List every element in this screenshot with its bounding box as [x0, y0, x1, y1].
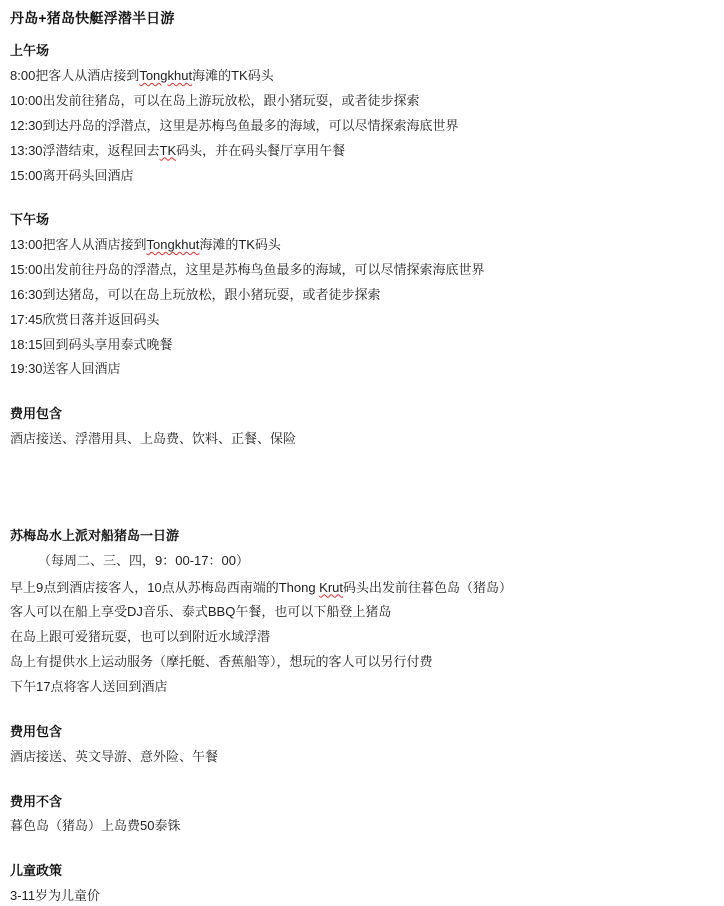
schedule-line-text: 18:15回到码头享用泰式晚餐 — [10, 336, 173, 352]
page-title: 丹岛+猪岛快艇浮潜半日游 — [10, 10, 175, 26]
itinerary-line-text: 下午17点将客人送回到酒店 — [10, 679, 168, 695]
misspelled-word: Krut — [319, 579, 344, 595]
spacer — [10, 783, 714, 793]
schedule-line — [10, 117, 714, 136]
spacer — [10, 465, 714, 505]
itinerary-line — [10, 579, 714, 598]
schedule-line — [10, 286, 714, 305]
schedule-line — [10, 92, 714, 111]
misspelled-word: TK — [159, 142, 177, 158]
spacer — [10, 505, 714, 527]
schedule-line-text: 13:00把客人从酒店接到 — [10, 237, 147, 253]
schedule-line-text: 10:00出发前往猪岛，可以在岛上游玩放松，跟小猪玩耍，或者徒步探索 — [10, 92, 420, 108]
spacer — [10, 395, 714, 405]
itinerary-line — [10, 628, 714, 647]
itinerary-line — [10, 678, 714, 697]
schedule-line — [10, 67, 714, 86]
itinerary-line-text: 客人可以在船上享受DJ音乐、泰式BBQ午餐，也可以下船登上猪岛 — [10, 604, 392, 620]
misspelled-word: Tongkhut — [139, 68, 193, 84]
schedule-line-text: 19:30送客人回酒店 — [10, 361, 121, 377]
tour2-title: 苏梅岛水上派对船猪岛一日游 — [10, 527, 180, 543]
tour2-included-block — [10, 723, 714, 767]
schedule-line-text-end: 码头，并在码头餐厅享用午餐 — [176, 142, 346, 158]
excluded-text: 暮色岛（猪岛）上岛费50泰铢 — [10, 818, 181, 834]
spacer — [10, 713, 714, 723]
children-policy-block — [10, 862, 714, 906]
included-heading: 费用包含 — [10, 406, 63, 422]
morning-session-heading: 上午场 — [10, 43, 50, 59]
excluded-heading: 费用不含 — [10, 793, 63, 809]
schedule-line-text-end: 海滩的TK码头 — [199, 237, 281, 253]
schedule-line — [10, 311, 714, 330]
afternoon-session-heading: 下午场 — [10, 212, 50, 228]
schedule-line-text: 15:00出发前往丹岛的浮潜点，这里是苏梅鸟鱼最多的海域，可以尽情探索海底世界 — [10, 262, 485, 278]
itinerary-line-text: 在岛上跟可爱猪玩耍，也可以到附近水域浮潜 — [10, 629, 271, 645]
schedule-line-text: 16:30到达猪岛，可以在岛上玩放松，跟小猪玩耍，或者徒步探索 — [10, 286, 381, 302]
schedule-line-text: 17:45欣赏日落并返回码头 — [10, 311, 160, 327]
schedule-line — [10, 167, 714, 186]
schedule-line-text-end: 海滩的TK码头 — [192, 68, 274, 84]
schedule-line-text: 13:30浮潜结束，返程回去 — [10, 142, 160, 158]
schedule-line-text: 15:00离开码头回酒店 — [10, 167, 134, 183]
schedule-line — [10, 142, 714, 161]
schedule-line — [10, 360, 714, 379]
tour2-schedule-note: （每周二、三、四，9：00-17：00） — [38, 552, 249, 568]
schedule-line-text: 8:00把客人从酒店接到 — [10, 68, 140, 84]
itinerary-line — [10, 603, 714, 622]
spacer — [10, 852, 714, 862]
schedule-line-text: 12:30到达丹岛的浮潜点，这里是苏梅鸟鱼最多的海域，可以尽情探索海底世界 — [10, 117, 459, 133]
misspelled-word: Tongkhut — [146, 237, 200, 253]
included-text: 酒店接送、英文导游、意外险、午餐 — [10, 748, 219, 764]
schedule-line — [10, 261, 714, 280]
schedule-line — [10, 236, 714, 255]
tour2-block — [10, 527, 714, 697]
included-heading: 费用包含 — [10, 723, 63, 739]
schedule-line — [10, 336, 714, 355]
spacer — [10, 201, 714, 211]
itinerary-line — [10, 653, 714, 672]
tour1-included-block — [10, 405, 714, 449]
included-text: 酒店接送、浮潜用具、上岛费、饮料、正餐、保险 — [10, 431, 297, 447]
afternoon-session-block — [10, 211, 714, 379]
morning-session-block — [10, 42, 714, 185]
itinerary-line-text-end: 码头出发前往暮色岛（猪岛） — [343, 579, 513, 595]
tour2-excluded-block — [10, 793, 714, 837]
itinerary-line-text: 岛上有提供水上运动服务（摩托艇、香蕉船等），想玩的客人可以另行付费 — [10, 654, 433, 670]
itinerary-line-text: 早上9点到酒店接客人，10点从苏梅岛西南端的Thong — [10, 579, 320, 595]
children-policy-text: 3-11岁为儿童价 — [10, 888, 101, 904]
children-policy-heading: 儿童政策 — [10, 863, 63, 879]
